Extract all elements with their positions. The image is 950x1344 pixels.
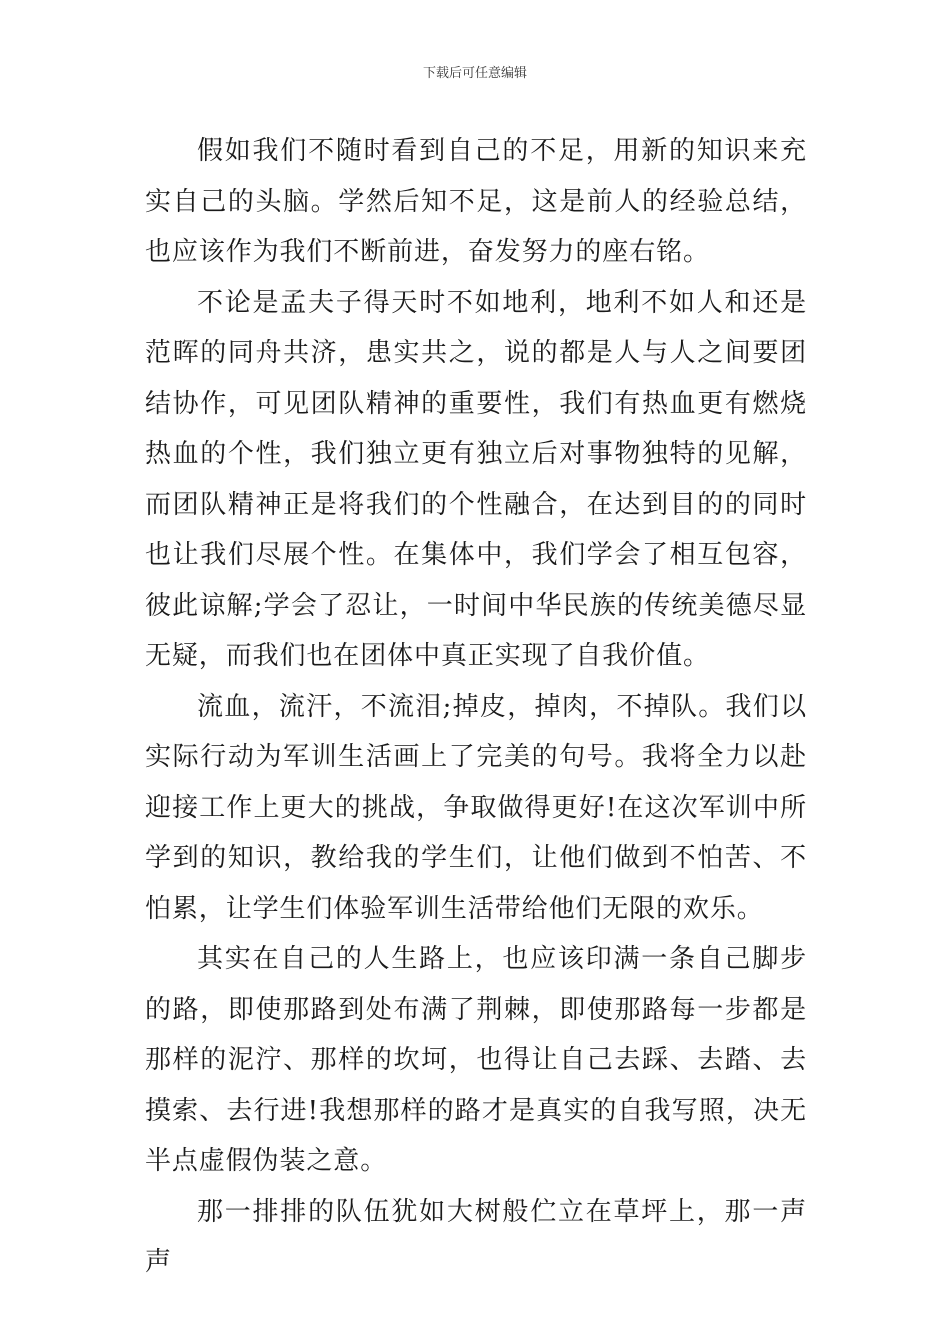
paragraph-5: 那一排排的队伍犹如大树般伫立在草坪上，那一声声 (145, 1196, 807, 1277)
document-body (145, 126, 807, 1288)
paragraph-2: 不论是孟夫子得天时不如地利，地利不如人和还是范晖的同舟共济，患实共之，说的都是人与人之间要团结协作，可见团队精神的重要性，我们有热血更有燃烧热血的个性，我们独立更有独立后对事物独特的见解，而团队精神正是将我们的个性融合，在达到目的的同时也让我们尽展个性。在集体中，我们学会了相互包容，彼此谅解;学会了忍让，一时间中华民族的传统美德尽显无疑，而我们也在团体中真正实现了自我价值。 (145, 287, 807, 671)
page-header-note: 下载后可任意编辑 (422, 66, 527, 81)
paragraph-3: 流血，流汗，不流泪;掉皮，掉肉，不掉队。我们以实际行动为军训生活画上了完美的句号。我将全力以赴迎接工作上更大的挑战，争取做得更好!在这次军训中所学到的知识，教给我的学生们，让他们做到不怕苦、不怕累，让学生们体验军训生活带给他们无限的欢乐。 (145, 691, 807, 924)
paragraph-1: 假如我们不随时看到自己的不足，用新的知识来充实自己的头脑。学然后知不足，这是前人的经验总结，也应该作为我们不断前进，奋发努力的座右铭。 (145, 136, 807, 267)
paragraph-4: 其实在自己的人生路上，也应该印满一条自己脚步的路，即使那路到处布满了荆棘，即使那路每一步都是那样的泥泞、那样的坎坷，也得让自己去踩、去踏、去摸索、去行进!我想那样的路才是真实的自我写照，决无半点虚假伪装之意。 (145, 944, 807, 1176)
